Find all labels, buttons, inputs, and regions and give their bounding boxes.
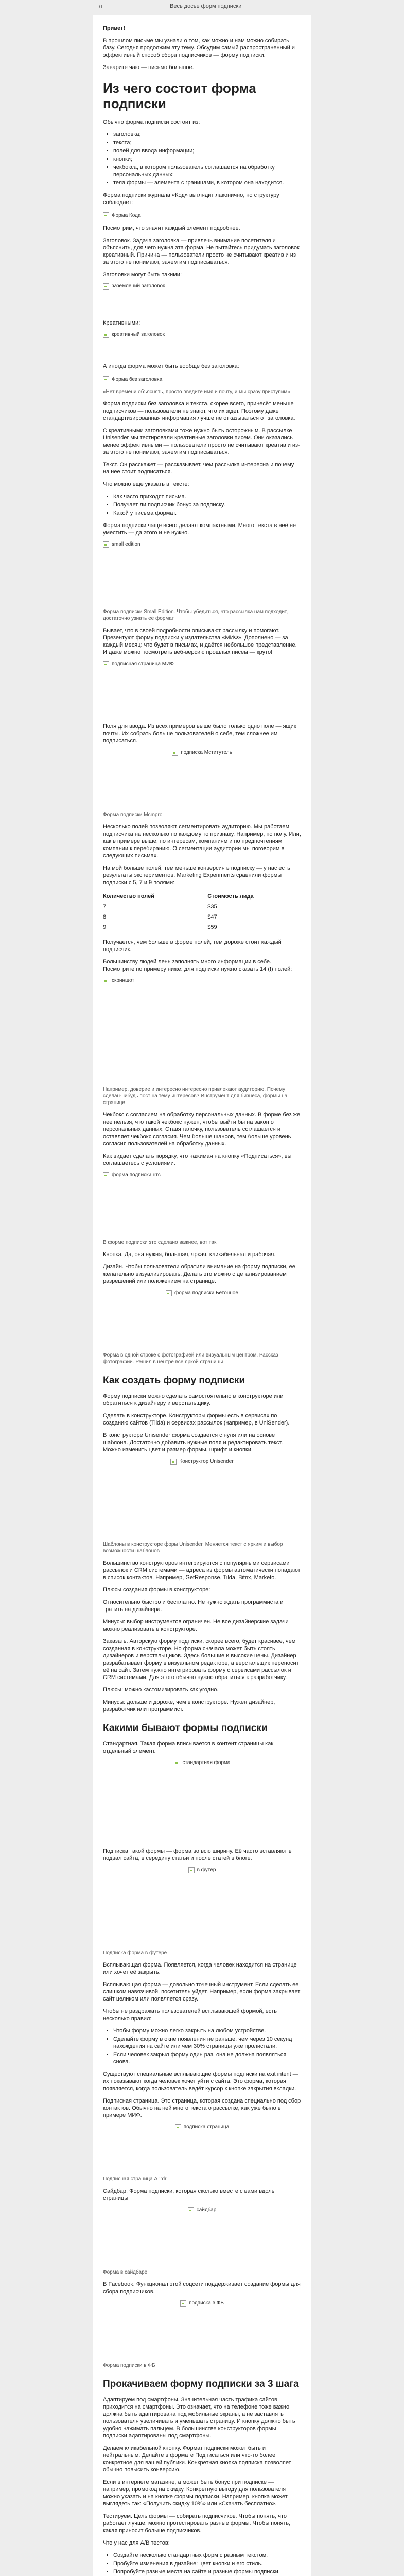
caption: В форме подписки это сделано важнее, вот так (103, 1240, 217, 1245)
paragraph: Обычно форма подписки состоит из: (103, 119, 200, 125)
minus-item: Минусы: выбор инструментов ограничен. Не все дизайнерские задачи можно реализовать в конструкторе. (103, 1619, 289, 1632)
paragraph: Всплывающая форма. Появляется, когда человек находится на странице или хочет её закрыть. (103, 1962, 297, 1975)
image-icon (166, 1290, 172, 1296)
list-item: • кнопки; (113, 156, 301, 163)
paragraph: Если в интернете магазине, а может быть бонус при подписке — например, промокод на скидку. Конкретную выгоду для пользователя можно указать и на кнопке формы подписки. Например, кнопка может выглядеть так: «Получить скидку 10%» или «Скачать бесплатно». (103, 2479, 288, 2507)
paragraph: Чекбокс с согласием на обработку персональных данных. В форме без же нее нельзя, что такой чекбокс нужен, чтобы выйти бы на закон о персональных данных. Ставя галочку, пользователь соглашается и оставляет чекбокс согласия. Чем больше шансов, тем больше уровень согласия пользователей на обработку данных. (103, 1112, 301, 1147)
paragraph: Кнопка. Да, она нужна, большая, яркая, кликабельная и рабочая. (103, 1251, 276, 1258)
intro-note: Заварите чаю — письмо большое. (103, 64, 194, 71)
image-icon (180, 2300, 186, 2307)
table-row: 8 $47 (103, 914, 217, 920)
list-item: • Получает ли подписчик бонус за подписку. (113, 501, 301, 509)
image-icon (103, 376, 109, 382)
rules-list (103, 2027, 301, 2065)
table-row: 7 $35 (103, 904, 217, 910)
image-icon (103, 541, 109, 548)
broken-image: small edition (103, 541, 301, 603)
paragraph: Чтобы не раздражать пользователей всплывающей формой, есть несколько правил: (103, 2008, 277, 2022)
table-header-cell: Стоимость лида (207, 893, 254, 900)
paragraph: Форму подписки можно сделать самостоятельно в конструкторе или обратиться к дизайнеру и верстальщику. (103, 1393, 284, 1406)
preheader-text: Весь досье форм подписки (170, 3, 242, 9)
paragraph: Поля для ввода. Из всех примеров выше было только одно поле — ящик почты. Их собрать больше пользователей о себе, тем сложнее им подписаться. (103, 723, 296, 744)
list-item: • чекбокса, в котором пользователь соглашается на обработку персональных данных; (113, 164, 301, 178)
list-item: • Сделайте форму в окне появления не раньше, чем через 10 секунд нахождения на сайте или чем 30% страницы уже пролистали. (113, 2036, 301, 2050)
paragraph: Сайдбар. Форма подписки, которая сколько вместе с вами вдоль страницы (103, 2188, 275, 2201)
paragraph: Подписка такой формы — форма во всю ширину. Её часто вставляют в подвал сайта, в середину статьи и после статей в блоге. (103, 1848, 292, 1861)
image-icon (103, 661, 109, 667)
section-title: Какими бывают формы подписки (103, 1723, 268, 1734)
paragraph: Подписная страница. Это страница, которая создана специально под сбор контактов. Обычно на ней много текста о рассылке, как уже было в примере МИФ. (103, 2098, 301, 2119)
broken-image: заземлений заголовок (103, 283, 301, 314)
list-item: • Создайте несколько стандартных форм с разным текстом. (113, 2552, 301, 2559)
image-icon (170, 1459, 177, 1465)
image-icon (175, 2124, 181, 2130)
image-icon (188, 1867, 195, 1873)
paragraph: Заголовок. Задача заголовка — привлечь внимание посетителя и объяснить, для чего нужна эта форма. Не пытайтесь придумать заголовок креативный. Причина — пользователи просто не считывают креатив и из за этого не понимают, зачем им подписываться. (103, 238, 300, 265)
broken-image: Форма Кода (103, 211, 301, 219)
list-item: • Чтобы форму можно легко закрыть на любом устройстве. (113, 2027, 301, 2035)
list-item: • Попробуйте разные места на сайте и разные формы подписки. (113, 2568, 301, 2575)
plus-item: Относительно быстро и бесплатно. Не нужно ждать программиста и тратить на дизайнера. (103, 1599, 284, 1613)
list-item: • заголовка; (113, 131, 301, 138)
broken-image: подписка Мститутель (103, 750, 301, 806)
image-icon (103, 283, 109, 290)
plus-item: Плюсы: можно кастомизировать как угодно. (103, 1687, 219, 1693)
list-item: • текста; (113, 139, 301, 146)
list-item: • Какой у письма формат. (113, 510, 301, 517)
caption: Форма в сайдбаре (103, 2269, 148, 2275)
minus-item: Минусы: дольше и дороже, чем в конструкторе. Нужен дизайнер, разработчик или программист. (103, 1699, 275, 1713)
paragraph: Дизайн. Чтобы пользователи обратили внимание на форму подписки, ее желательно визуализировать. Делать это можно с детализированием разрешений или положением на странице. (103, 1264, 295, 1284)
email-card (93, 15, 311, 2576)
paragraph: Форма подписки без заголовка и текста, скорее всего, принесёт меньше подписчиков — пользователи не знают, что их ждет. Поэтому даже стандартизированная информация лучше не отказываться от заголовка. (103, 401, 295, 421)
paragraph: В Facebook. Функционал этой соцсети поддерживает создание формы для сбора подписчиков. (103, 2281, 301, 2295)
paragraph: Всплывающая форма — довольно точечный инструмент. Если сделать ее слишком навязчивой, посетитель уйдет. Например, если форма закрывает сайт целиком или появляется сразу. (103, 1981, 301, 2002)
paragraph: Креативными: (103, 320, 140, 326)
broken-image: подписка страница (103, 2124, 301, 2171)
caption: Подписная страница А ::dr (103, 2176, 167, 2182)
paragraph: Сделать в конструкторе. Конструкторы формы есть в сервисах по созданию сайтов (Tilda) и сервисах рассылок (например, в UniSender). (103, 1413, 290, 1426)
broken-image: форма подписки нтс (103, 1172, 301, 1234)
logo-image: л (99, 3, 102, 9)
paragraph: Несколько полей позволяют сегментировать аудиторию. Мы работаем подписчика на несколько по каждому то признаку. Например, по полу. Или, как в примере выше, по интересам, компаниям и по предпочтениям компании к перебиранию. О сегментации аудитории мы поговорим в следующих письмах. (103, 824, 301, 859)
broken-image: стандартная форма (103, 1760, 301, 1842)
paragraph: На мой больше полей, тем меньше конверсия в подписку — у нас есть результаты экспериментов. Marketing Experiments сравнили формы подписки с 5, 7 и 9 полями: (103, 865, 290, 886)
paragraph: Большинство конструкторов интегрируются с популярными сервисами рассылок и CRM системами — адреса из формы автоматически попадают в список контактов. Например, GetResponse, Tilda, Bitrix, Marketo. (103, 1560, 301, 1581)
caption: «Нет времени объяснять, просто введите имя и почту, и мы сразу приступим» (103, 389, 290, 395)
fields-cost-table (103, 891, 301, 933)
caption: Например, доверие и интересно интересно привлекают аудиторию. Почему сделан-нибудь пост на тему интересов? Инструмент для бизнеса, формы на странице (103, 1087, 288, 1106)
intro-paragraph: В прошлом письме мы узнали о том, как можно и нам можно собирать базу. Сегодня продолжим эту тему. Обсудим самый распространенный и эффективный способ сбора подписчиков — форму подписки. (103, 38, 295, 58)
paragraph: Тестируем. Цель формы — собирать подписчиков. Чтобы понять, что работает лучше, можно протестировать разные формы. Чтобы понять, какая приносит больше подписчиков. (103, 2513, 291, 2534)
caption: Подписка форма в футере (103, 1950, 167, 1956)
caption: Форма подписки в ФБ (103, 2363, 155, 2368)
image-icon (172, 750, 178, 756)
caption: Форма подписки Mcmpro (103, 812, 163, 818)
list-item: • Если человек закрыл форму один раз, она не должна появляться снова. (113, 2051, 301, 2065)
broken-image: подписка в ФБ (103, 2300, 301, 2357)
test-list (103, 2552, 301, 2576)
paragraph: Текст. Он расскажет — рассказывает, чем рассылка интересна и почему на нее стоит подписаться. (103, 462, 294, 475)
paragraph: Стандартная. Такая форма вписывается в контент страницы как отдельный элемент. (103, 1741, 274, 1754)
list-item: • Как часто приходят письма. (113, 493, 301, 500)
paragraph: Что можно еще указать в тексте: (103, 481, 189, 487)
paragraph: Делаем кликабельной кнопку. Формат подписки может быть и нейтральным. Делайте в формате Подписаться или что-то более конкретное для вашей публики. Конкретная кнопка подписка позволяет обычно повысить конверсию. (103, 2445, 291, 2473)
image-icon (103, 332, 109, 338)
paragraph: Адаптируем под смартфоны. Значительная часть трафика сайтов приходится на смартфоны. Это означает, что на телефоне тоже важно должна быть адаптирована под мобильные экраны, а не заставлять пользователя увеличивать и уменьшать страницу. И кнопку должно быть удобно нажимать пальцем. В большинстве конструкторов формы подписки адаптированы под смартфоны. (103, 2397, 295, 2439)
caption: Форма подписки Small Edition. Чтобы убедиться, что рассылка нам подходит, достаточно узнать её формат (103, 609, 288, 621)
paragraph: Плюсы создания формы в конструкторе: (103, 1587, 210, 1593)
paragraph: Форма подписки журнала «Код» выглядит лаконично, но структуру соблюдает: (103, 192, 279, 206)
section-title: Как создать форму подписки (103, 1375, 245, 1386)
section-title: Прокачиваем форму подписки за 3 шага (103, 2379, 299, 2389)
table-header-cell: Количество полей (103, 893, 154, 900)
greeting: Привет! (103, 25, 126, 31)
element-list (103, 131, 301, 187)
paragraph: Большинству людей лень заполнять много информации в себе. Посмотрите по примеру ниже: для подписки нужно сказать 14 (!) полей: (103, 959, 292, 972)
broken-image: сайдбар (103, 2207, 301, 2264)
paragraph: Заголовки могут быть такими: (103, 272, 182, 278)
broken-image: скриншот (103, 978, 301, 1081)
paragraph: Что у нас для A/B тестов: (103, 2540, 170, 2546)
paragraph: С креативными заголовками тоже нужно быть осторожным. В рассылке Unisender мы тестировали креативные заголовки писем. Они оказались менее эффективными — пользователи просто не считывают креатив и из-за этого не понимают, зачем им подписываться. (103, 428, 300, 455)
table-header-row (103, 891, 301, 902)
broken-image: в футер (103, 1867, 301, 1944)
list-item: • тела формы — элемента с границами, в котором она находится. (113, 179, 301, 187)
paragraph: Заказать. Авторскую форму подписки, скорее всего, будет красивее, чем созданная в конструкторе. Но форма сначала может быть стоять дизайнеров и верстальщиков. Здесь большие и высокие цены. Дизайнер разрабатывает форму в визуальном редакторе, а верстальщик переносит её на сайт. Затем нужно интегрировать форму с сервисами рассылок и CRM системами. Для этого обычно нужно обратиться к разработчику. (103, 1638, 299, 1681)
image-icon (174, 1760, 180, 1766)
broken-image: форма подписки Бетонное (103, 1290, 301, 1347)
caption: Шаблоны в конструкторе форм Unisender. Меняется текст с ярким и выбор возможности шаблонов (103, 1541, 283, 1554)
caption: Форма в одной строке с фотографией или визуальным центром. Рассказ фотографии. Решил в центре все яркой страницы (103, 1352, 278, 1365)
broken-image: креативный заголовок (103, 332, 301, 358)
paragraph: Как видает сделать порядку, что нажимая на кнопку «Подписаться», вы соглашаетесь с условиями. (103, 1153, 292, 1166)
paragraph: В конструкторе Unisender форма создается с нуля или на основе шаблона. Достаточно добавить нужные поля и редактировать текст. Можно изменить цвет и размер формы, шрифт и кнопки. (103, 1432, 283, 1453)
paragraph: А иногда форма может быть вообще без заголовка: (103, 363, 239, 369)
image-icon (188, 2207, 194, 2213)
section-title: Из чего состоит форма подписки (103, 80, 256, 111)
broken-image: Форма без заголовка (103, 375, 301, 383)
image-icon (103, 212, 109, 218)
broken-image: Конструктор Unisender (103, 1459, 301, 1536)
image-icon (103, 978, 109, 984)
paragraph: Посмотрим, что значит каждый элемент подробнее. (103, 225, 240, 231)
list-item: • полей для ввода информации; (113, 147, 301, 155)
paragraph: Существуют специальные всплывающие формы подписки на exit intent — их показывают когда человек хочет уйти с сайта. Это форма, которая появляется, когда пользователь ведёт курсор к кнопке закрытия вкладки. (103, 2071, 298, 2092)
paragraph: Получается, чем больше в форме полей, тем дороже стоит каждый подписчик. (103, 939, 282, 953)
table-row: 9 $59 (103, 924, 217, 930)
paragraph: Форма подписки чаще всего делают компактными. Много текста в неё не уместить — да этого и не нужно. (103, 522, 296, 536)
paragraph: Бывает, что в своей подробности описывают рассылку и помогают. Презентуют форму подписки у издательства «МИФ». Дополнено — за каждый месяц: что будет в письмах, и даётся небольшое представление. И даже можно посмотреть веб-версию прошлых писем — круто! (103, 628, 297, 655)
text-list (103, 493, 301, 517)
image-icon (103, 1172, 109, 1178)
list-item: • Пробуйте изменения в дизайне: цвет кнопки и его стиль. (113, 2560, 301, 2567)
broken-image: подписная страница МИФ (103, 661, 301, 718)
